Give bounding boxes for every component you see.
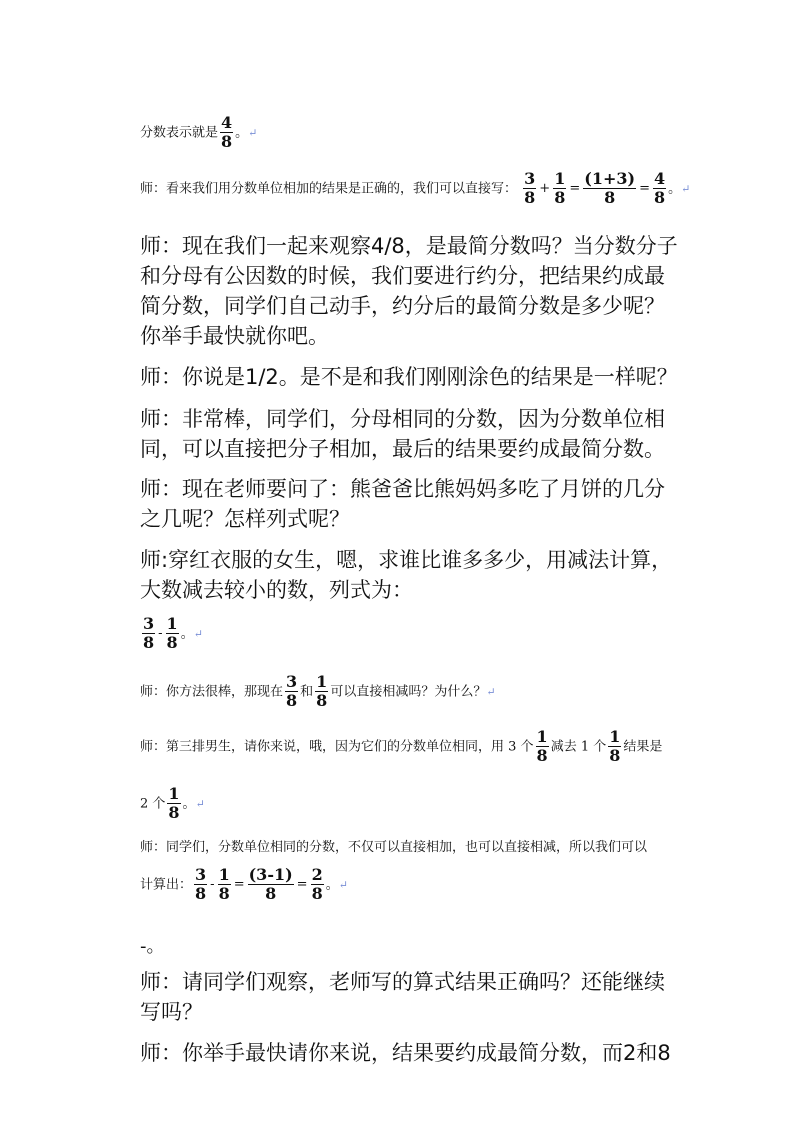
paragraph-line: 师：你说是1/2。是不是和我们刚刚涂色的结果是一样呢？ — [140, 365, 678, 389]
fraction: $\frac{1}{8}$ — [609, 727, 621, 766]
text-line-5: 师：第三排男生，请你来说，哦，因为它们的分数单位相同，用 3 个 $\frac{1}{8}$ 减去 1 个 $\frac{1}{8}$ 结果是 — [140, 727, 663, 766]
text-line-7: 师：同学们，分数单位相同的分数，不仅可以直接相加，也可以直接相减，所以我们可以 — [140, 840, 648, 855]
fraction: $\frac{4}{8}$ — [221, 113, 233, 152]
fraction: $\frac{1}{8}$ — [218, 865, 230, 904]
paragraph-line: 师：现在我们一起来观察4/8，是最简分数吗？当分数分子 — [140, 234, 678, 258]
paragraph-line: 写吗？ — [140, 1000, 203, 1024]
return-mark-icon: ↵ — [193, 627, 203, 641]
return-mark-icon: ↵ — [195, 797, 205, 811]
fraction: $\frac{1}{8}$ — [536, 727, 548, 766]
return-mark-icon: ↵ — [681, 182, 691, 196]
fraction: $\frac{4}{8}$ — [653, 169, 666, 208]
fraction: $\frac{1}{8}$ — [168, 784, 180, 823]
paragraph-line: 简分数，同学们自己动手，约分后的最简分数是多少呢？ — [140, 294, 665, 318]
formula-line: $\frac{3}{8}$ - $\frac{1}{8}$ 。↵ — [143, 614, 203, 653]
fraction: $\frac{3}{8}$ — [286, 672, 298, 711]
paragraph-line: 师：请同学们观察，老师写的算式结果正确吗？还能继续 — [140, 970, 665, 994]
fraction: $\frac{3}{8}$ — [524, 169, 536, 208]
fraction: $\frac{3}{8}$ — [195, 865, 207, 904]
fraction: $\frac{3}{8}$ — [143, 614, 155, 653]
text-line-1: 分数表示就是 $\frac{4}{8}$ 。↵ — [140, 113, 258, 152]
paragraph-line: 同，可以直接把分子相加，最后的结果要约成最简分数。 — [140, 437, 665, 461]
fraction: $\frac{(3-1)}{8}$ — [248, 865, 293, 904]
fraction: $\frac{(1+3)}{8}$ — [584, 169, 636, 208]
text-line-4: 师：你方法很棒，那现在 $\frac{3}{8}$ 和 $\frac{1}{8}$ 可以直接相减吗？为什么？↵ — [140, 672, 496, 711]
paragraph-line: 师：现在老师要问了：熊爸爸比熊妈妈多吃了月饼的几分 — [140, 477, 665, 501]
text-line-2: 师：看来我们用分数单位相加的结果是正确的，我们可以直接写： $\frac{3}{8}$ + $\frac{1}{8}$ = $\frac{(1+3)}{8}$ = $\frac{4}{8}$ 。↵ — [140, 169, 691, 208]
paragraph-line: 师：你举手最快请你来说，结果要约成最简分数，而2和8 — [140, 1041, 671, 1065]
text-line-9: -。 — [140, 936, 165, 957]
paragraph-line: 你举手最快就你吧。 — [140, 324, 329, 348]
formula-line: 计算出： $\frac{3}{8}$ - $\frac{1}{8}$ = $\frac{(3-1)}{8}$ = $\frac{2}{8}$ 。↵ — [140, 865, 348, 904]
return-mark-icon: ↵ — [248, 126, 258, 140]
return-mark-icon: ↵ — [338, 878, 348, 892]
paragraph-line: 师:穿红衣服的女生，嗯，求谁比谁多多少，用减法计算， — [140, 548, 673, 572]
text-line-6: 2 个 $\frac{1}{8}$ 。↵ — [140, 784, 205, 823]
fraction: $\frac{1}{8}$ — [166, 614, 178, 653]
fraction: $\frac{2}{8}$ — [311, 865, 323, 904]
paragraph-line: 师：非常棒，同学们，分母相同的分数，因为分数单位相 — [140, 407, 665, 431]
fraction: $\frac{1}{8}$ — [554, 169, 566, 208]
return-mark-icon: ↵ — [486, 685, 496, 699]
paragraph-line: 之几呢？怎样列式呢？ — [140, 507, 350, 531]
paragraph-line: 大数减去较小的数，列式为： — [140, 578, 413, 602]
fraction: $\frac{1}{8}$ — [316, 672, 328, 711]
paragraph-line: 和分母有公因数的时候，我们要进行约分，把结果约成最 — [140, 264, 665, 288]
